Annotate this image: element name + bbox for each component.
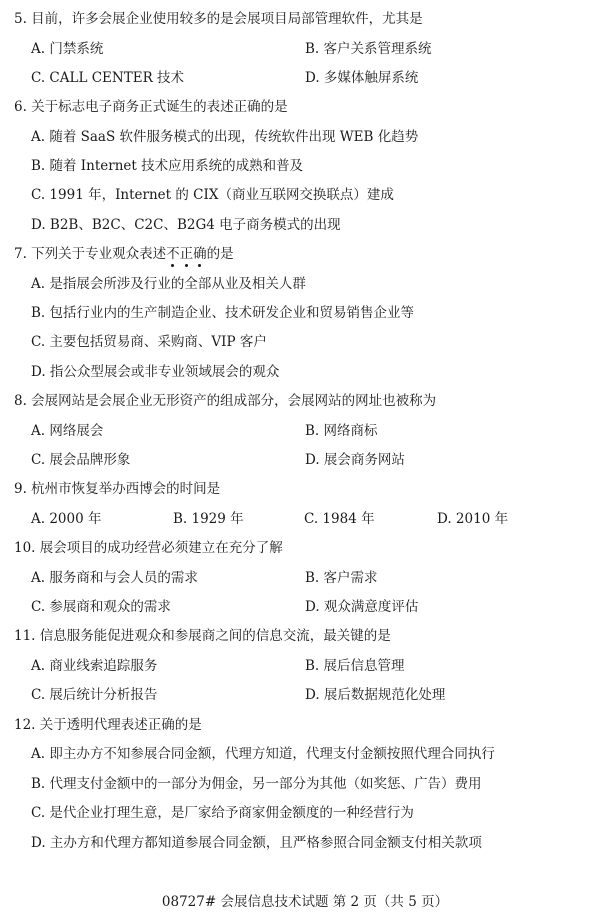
question-10-option-c: C. 参展商和观众的需求 xyxy=(31,599,171,615)
question-8-option-b: B. 网络商标 xyxy=(305,423,378,439)
question-7-option-c: C. 主要包括贸易商、采购商、VIP 客户 xyxy=(31,334,267,350)
question-11-option-d: D. 展后数据规范化处理 xyxy=(305,687,446,703)
question-5-option-b: B. 客户关系管理系统 xyxy=(305,41,432,57)
question-8-option-d: D. 展会商务网站 xyxy=(305,452,405,468)
question-7-option-b: B. 包括行业内的生产制造企业、技术研发企业和贸易销售企业等 xyxy=(31,305,415,321)
question-10-option-d: D. 观众满意度评估 xyxy=(305,599,419,615)
question-7-option-a: A. 是指展会所涉及行业的全部从业及相关人群 xyxy=(31,276,306,292)
question-7-option-d: D. 指公众型展会或非专业领域展会的观众 xyxy=(31,364,280,380)
question-9-option-d: D. 2010 年 xyxy=(437,511,509,527)
question-12-stem: 12. 关于透明代理表述正确的是 xyxy=(14,717,202,733)
question-10-option-b: B. 客户需求 xyxy=(305,570,378,586)
question-8-stem: 8. 会展网站是会展企业无形资产的组成部分，会展网站的网址也被称为 xyxy=(14,393,437,409)
question-9-stem: 9. 杭州市恢复举办西博会的时间是 xyxy=(14,481,221,497)
question-7-stem-before: 7. 下列关于专业观众表述 xyxy=(14,246,167,262)
question-5-option-d: D. 多媒体触屏系统 xyxy=(305,70,419,86)
question-6-option-c: C. 1991 年，Internet 的 CIX（商业互联网交换联点）建成 xyxy=(31,187,394,203)
question-12-option-b: B. 代理支付金额中的一部分为佣金，另一部分为其他（如奖惩、广告）费用 xyxy=(31,776,482,792)
question-9-option-a: A. 2000 年 xyxy=(31,511,102,527)
question-12-option-a: A. 即主办方不知参展合同金额，代理方知道，代理支付金额按照代理合同执行 xyxy=(31,746,495,762)
question-12-option-d: D. 主办方和代理方都知道参展合同金额，且严格参照合同金额支付相关款项 xyxy=(31,835,482,851)
emphasis-char-3: 确 xyxy=(193,246,207,262)
question-6-option-d: D. B2B、B2C、C2C、B2G4 电子商务模式的出现 xyxy=(31,217,341,233)
question-6-stem: 6. 关于标志电子商务正式诞生的表述正确的是 xyxy=(14,99,288,115)
question-5-stem: 5. 目前，许多会展企业使用较多的是会展项目局部管理软件，尤其是 xyxy=(14,11,423,27)
question-10-option-a: A. 服务商和与会人员的需求 xyxy=(31,570,198,586)
question-9-option-b: B. 1929 年 xyxy=(173,511,244,527)
question-5-option-a: A. 门禁系统 xyxy=(31,41,104,57)
question-9-option-c: C. 1984 年 xyxy=(304,511,375,527)
question-12-option-c: C. 是代企业打理生意，是厂家给予商家佣金额度的一种经营行为 xyxy=(31,805,414,821)
question-11-option-b: B. 展后信息管理 xyxy=(305,658,405,674)
question-8-option-a: A. 网络展会 xyxy=(31,423,104,439)
question-7-stem-after: 的是 xyxy=(206,246,234,262)
emphasis-char-2: 正 xyxy=(179,246,194,262)
question-11-option-a: A. 商业线索追踪服务 xyxy=(31,658,158,674)
emphasis-char-1: 不 xyxy=(166,246,180,262)
question-6-option-a: A. 随着 SaaS 软件服务模式的出现，传统软件出现 WEB 化趋势 xyxy=(31,129,419,145)
question-11-stem: 11. 信息服务能促进观众和参展商之间的信息交流，最关键的是 xyxy=(14,628,391,644)
question-8-option-c: C. 展会品牌形象 xyxy=(31,452,131,468)
question-7-stem xyxy=(14,245,234,263)
question-11-option-c: C. 展后统计分析报告 xyxy=(31,687,158,703)
question-5-option-c: C. CALL CENTER 技术 xyxy=(31,70,185,86)
page-footer: 08727# 会展信息技术试题 第 2 页（共 5 页） xyxy=(161,894,449,910)
question-6-option-b: B. 随着 Internet 技术应用系统的成熟和普及 xyxy=(31,158,304,174)
question-10-stem: 10. 展会项目的成功经营必须建立在充分了解 xyxy=(14,540,283,556)
